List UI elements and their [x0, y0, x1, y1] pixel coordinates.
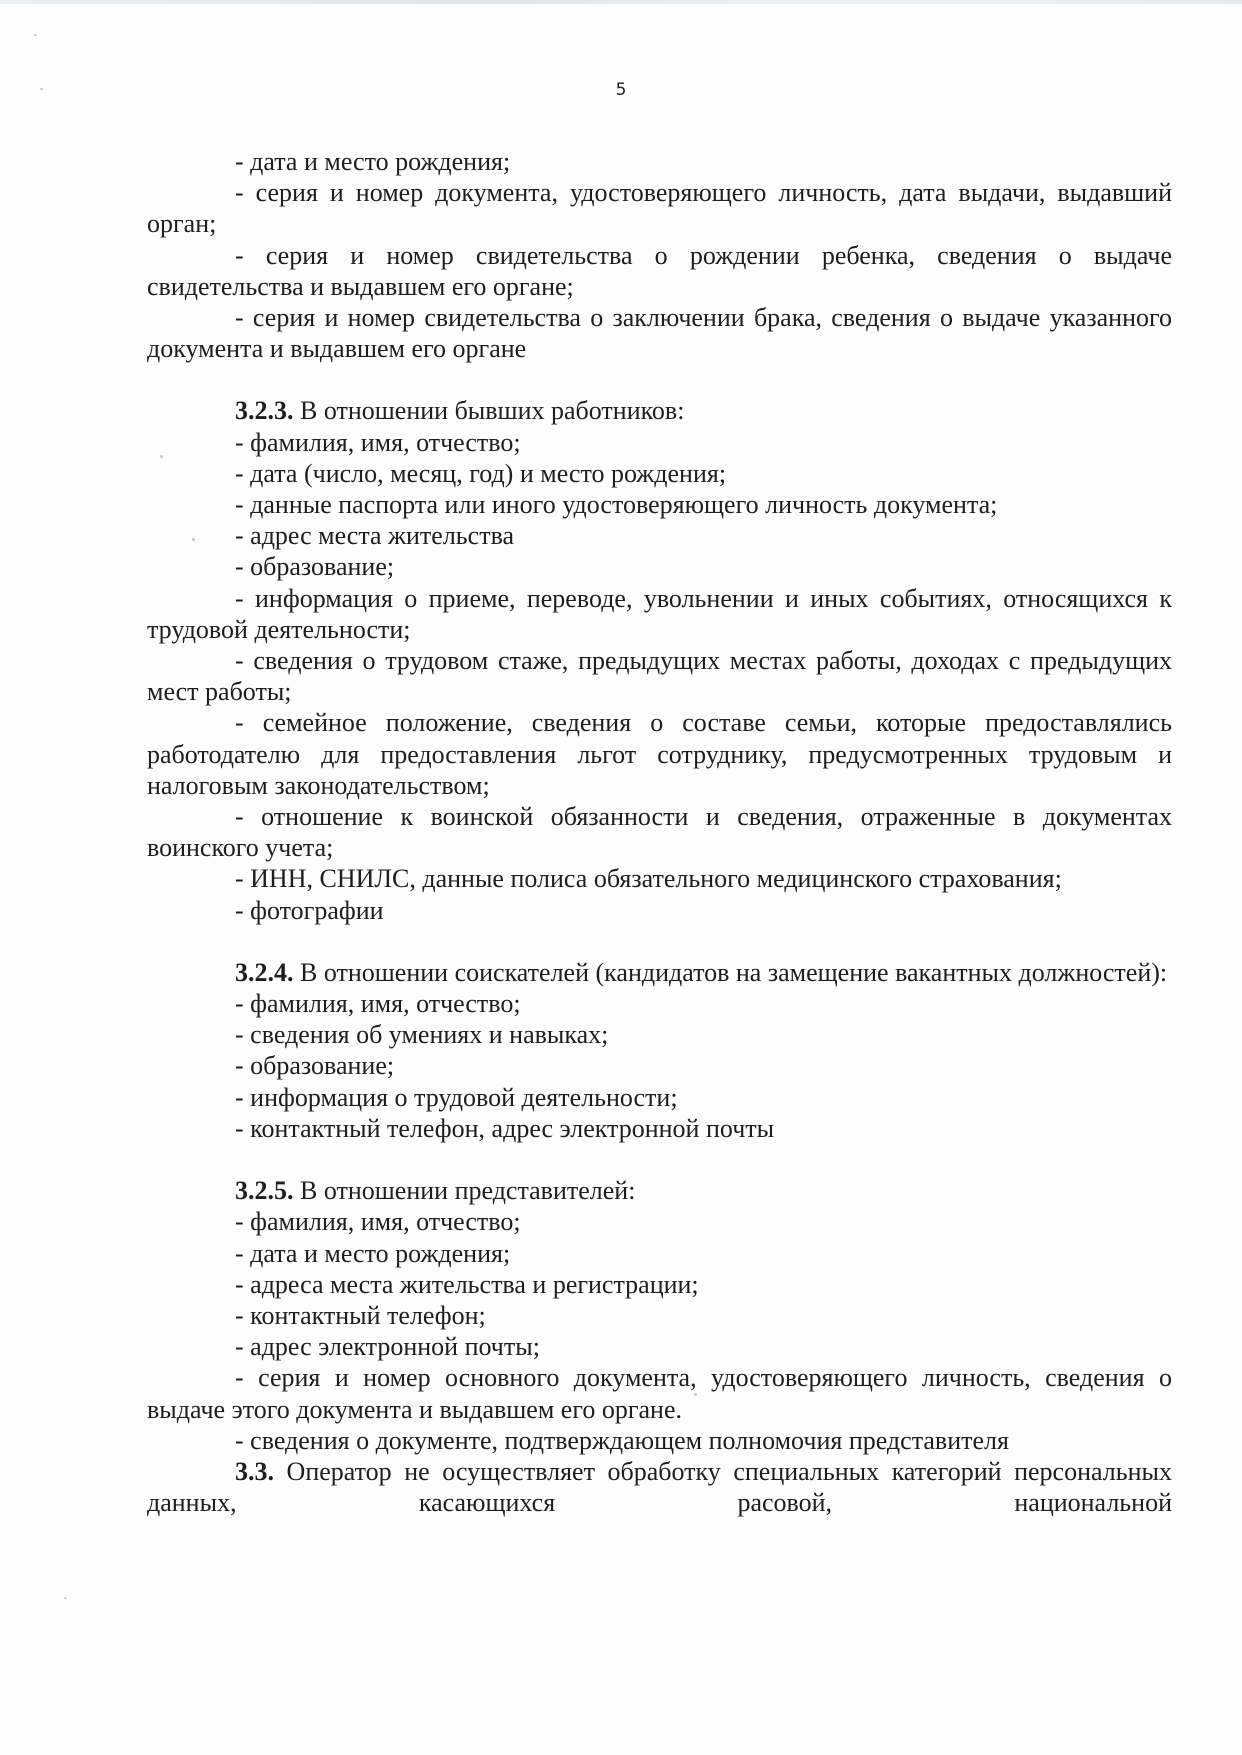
- list-item: - контактный телефон;: [235, 1300, 486, 1330]
- section-heading-text: В отношении представителей:: [293, 1176, 636, 1206]
- list-item: - сведения о трудовом стаже, предыдущих местах работы, доходах с предыдущих мест работы;: [147, 646, 1172, 707]
- list-item: - сведения о документе, подтверждающем полномочия представителя: [235, 1425, 1009, 1455]
- section-number: 3.2.3.: [235, 396, 294, 426]
- list-item: - серия и номер свидетельства о рождении ребенка, сведения о выдаче свидетельства и выдавшем его органе;: [147, 240, 1172, 301]
- list-item: - контактный телефон, адрес электронной почты: [235, 1113, 775, 1143]
- section-heading-3-2-5: [147, 1175, 1172, 1206]
- list-item: - фамилия, имя, отчество;: [235, 1207, 521, 1237]
- list-item: - дата и место рождения;: [235, 147, 511, 176]
- list-item: - дата (число, месяц, год) и место рождения;: [235, 458, 727, 488]
- section-text: Оператор не осуществляет обработку специальных категорий персональных данных, касающихся расовой, национальной: [147, 1456, 1172, 1518]
- page-number: 5: [615, 80, 627, 100]
- list-item: - сведения об умениях и навыках;: [235, 1020, 609, 1050]
- list-item: - образование;: [235, 552, 395, 582]
- scan-speck: [64, 1597, 67, 1599]
- section-heading-3-2-4: [147, 957, 1172, 988]
- list-item: - данные паспорта или иного удостоверяющего личность документа;: [235, 490, 998, 520]
- list-item: - информация о приеме, переводе, увольнении и иных событиях, относящихся к трудовой деятельности;: [147, 583, 1172, 644]
- section-paragraph-3-3: [147, 1456, 1172, 1518]
- section-heading-3-2-3: [147, 395, 1172, 426]
- scan-edge: [0, 0, 1242, 4]
- section-heading-text: В отношении соискателей (кандидатов на замещение вакантных должностей):: [293, 957, 1168, 987]
- list-item: - фотографии: [235, 895, 384, 925]
- scan-speck: [34, 34, 37, 36]
- list-item: - адрес электронной почты;: [235, 1332, 540, 1362]
- section-heading-text: В отношении бывших работников:: [293, 396, 685, 426]
- list-item: - отношение к воинской обязанности и сведения, отраженные в документах воинского учета;: [147, 802, 1172, 863]
- section-number: 3.2.4.: [235, 957, 294, 987]
- list-item: - адреса места жительства и регистрации;: [235, 1269, 699, 1299]
- list-item: - ИНН, СНИЛС, данные полиса обязательного медицинского страхования;: [235, 864, 1062, 894]
- list-item: - серия и номер свидетельства о заключении брака, сведения о выдаче указанного документа и выдавшем его органе: [147, 303, 1172, 364]
- list-item: - образование;: [235, 1051, 395, 1081]
- list-item: - серия и номер основного документа, удостоверяющего личность, сведения о выдаче этого документа и выдавшем его органе.: [147, 1363, 1172, 1424]
- list-item: - фамилия, имя, отчество;: [235, 989, 521, 1019]
- list-item: - адрес места жительства: [235, 521, 515, 551]
- list-item: - информация о трудовой деятельности;: [235, 1082, 678, 1112]
- list-item: - серия и номер документа, удостоверяющего личность, дата выдачи, выдавший орган;: [147, 178, 1172, 239]
- list-item: - фамилия, имя, отчество;: [235, 427, 521, 457]
- list-item: - семейное положение, сведения о составе семьи, которые предоставлялись работодателю для предоставления льгот сотруднику, предусмотренных трудовым и налоговым законодательством;: [147, 708, 1172, 800]
- document-body: [147, 146, 1172, 1518]
- section-number: 3.3.: [235, 1456, 274, 1486]
- list-item: - дата и место рождения;: [235, 1238, 511, 1268]
- section-number: 3.2.5.: [235, 1176, 294, 1206]
